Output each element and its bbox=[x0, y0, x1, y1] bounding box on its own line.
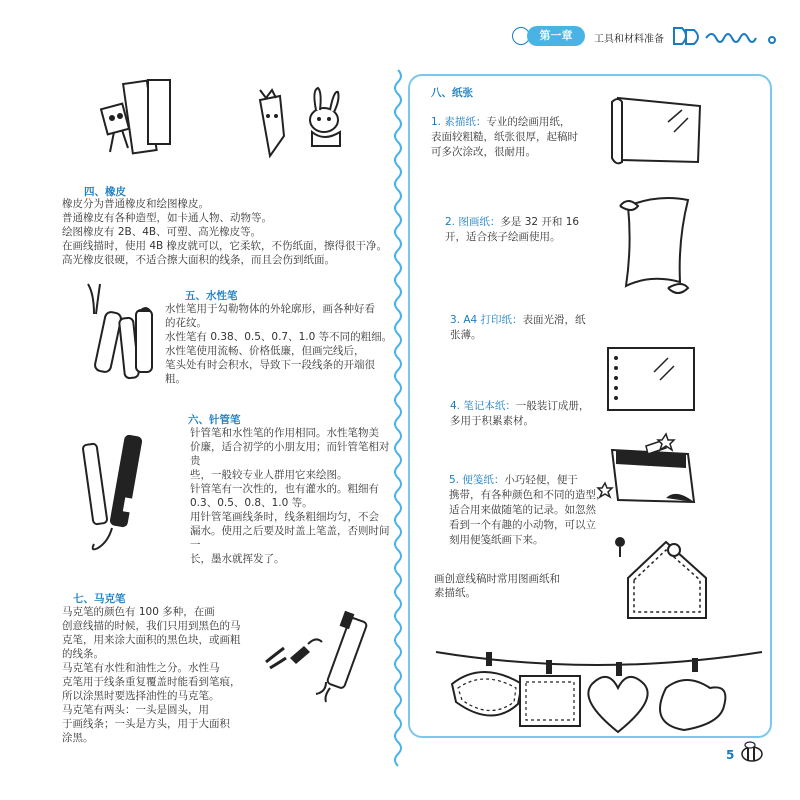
needle-pen-text: 针管笔和水性笔的作用相同。水性笔物美 价廉，适合初学的小朋友用；而针管笔相对贵 些，一般较专业人群用它来绘图。 针管笔有一次性的，也有灌水的。粗细有 0.3、0.5、0.8、1.0 等。 用针管笔画线条时，线条粗细均匀，不会 漏水。使用之后要及时盖上笔盖，否则时间一 长，墨水就挥发了。 bbox=[190, 427, 390, 565]
sticky-note-icon bbox=[596, 432, 706, 512]
header-doodle-icon bbox=[672, 24, 782, 48]
water-pen-illustration bbox=[78, 282, 168, 382]
eraser-text: 橡皮分为普通橡皮和绘图橡皮。 普通橡皮有各种造型，如卡通人物、动物等。 绘图橡皮有 2B、4B、可塑、高光橡皮等。 在画线描时，使用 4B 橡皮就可以，它柔软，不伤纸面，擦得很干净。 高光橡皮很硬，不适合擦大面积的线条，而且会伤到纸面。 bbox=[62, 198, 388, 266]
needle-pen-heading: 六、针管笔 bbox=[188, 414, 241, 426]
chapter-badge: 第一章 bbox=[527, 26, 585, 46]
page-number: 5 bbox=[726, 748, 735, 762]
water-pen-text: 水性笔用于勾勒物体的外轮廓形，画各种好看 的花纹。 水性笔有 0.38、0.5、0.7、1.0 等不同的粗细。 水性笔使用流畅、价格低廉，但画完线后， 笔头处有时会积水，导致下一段线条的开端很粗。 bbox=[165, 303, 393, 385]
house-note-icon bbox=[606, 528, 716, 628]
needle-pen-illustration bbox=[78, 428, 168, 558]
eraser-heading: 四、橡皮 bbox=[84, 186, 126, 198]
marker-illustration bbox=[260, 598, 390, 708]
eraser-characters-illustration bbox=[240, 86, 350, 166]
marker-heading: 七、马克笔 bbox=[73, 593, 126, 605]
paper-item-text: 一般装订成册， 多用于积累素材。 bbox=[450, 400, 590, 427]
paper-item-title: 2. 图画纸： bbox=[445, 216, 501, 228]
marker-text: 马克笔的颜色有 100 多种，在画 创意线描的时候，我们只用到黑色的马 克笔，用来涂大面积的黑色块，或画粗 的线条。 马克笔有水性和油性之分。水性马 克笔用于线条重复覆盖时能看到笔痕， 所以涂黑时要选择油性的马克笔。 马克笔有两头：一头是圆头，用 于画线条；一头是方头，用于大面积 涂黑。 bbox=[62, 606, 241, 744]
sketch-paper-icon bbox=[608, 92, 708, 172]
paper-item-text: 专业的绘画用纸， 表面较粗糙，纸张很厚，起稿时 可多次涂改，很耐用。 bbox=[431, 116, 578, 158]
paper-item-text: 多是 32 开和 16 开，适合孩子绘画使用。 bbox=[445, 216, 580, 243]
eraser-illustration bbox=[98, 78, 188, 168]
paper-item-a4 bbox=[450, 298, 610, 343]
paper-item-sticky bbox=[449, 458, 609, 548]
paper-heading: 八、纸张 bbox=[431, 87, 473, 99]
drawing-paper-scroll-icon bbox=[608, 192, 708, 302]
paper-summary: 画创意线稿时常用图画纸和 素描纸。 bbox=[434, 573, 560, 599]
paper-item-title: 3. A4 打印纸： bbox=[450, 314, 523, 326]
paper-item-drawing bbox=[445, 200, 605, 245]
paper-item-title: 4. 笔记本纸： bbox=[450, 400, 516, 412]
paper-item-text: 小巧轻便，便于 携带，有各种颜色和不同的造型， 适合用来做随笔的记录。如忽然 看到一个有趣的小动物，可以立 刻用便笺纸画下来。 bbox=[449, 474, 607, 546]
wavy-divider bbox=[391, 70, 405, 770]
paper-item-title: 1. 素描纸： bbox=[431, 116, 487, 128]
paper-item-text: 表面光滑，纸 张薄。 bbox=[450, 314, 586, 341]
bee-icon bbox=[738, 742, 768, 764]
page-header-title: 工具和材料准备 bbox=[594, 34, 664, 45]
notebook-paper-icon bbox=[604, 344, 704, 414]
clothesline-notes-illustration bbox=[434, 636, 764, 746]
paper-item-sketch bbox=[431, 100, 606, 160]
paper-item-title: 5. 便笺纸： bbox=[449, 474, 505, 486]
water-pen-heading: 五、水性笔 bbox=[185, 290, 238, 302]
paper-item-notebook bbox=[450, 384, 610, 429]
